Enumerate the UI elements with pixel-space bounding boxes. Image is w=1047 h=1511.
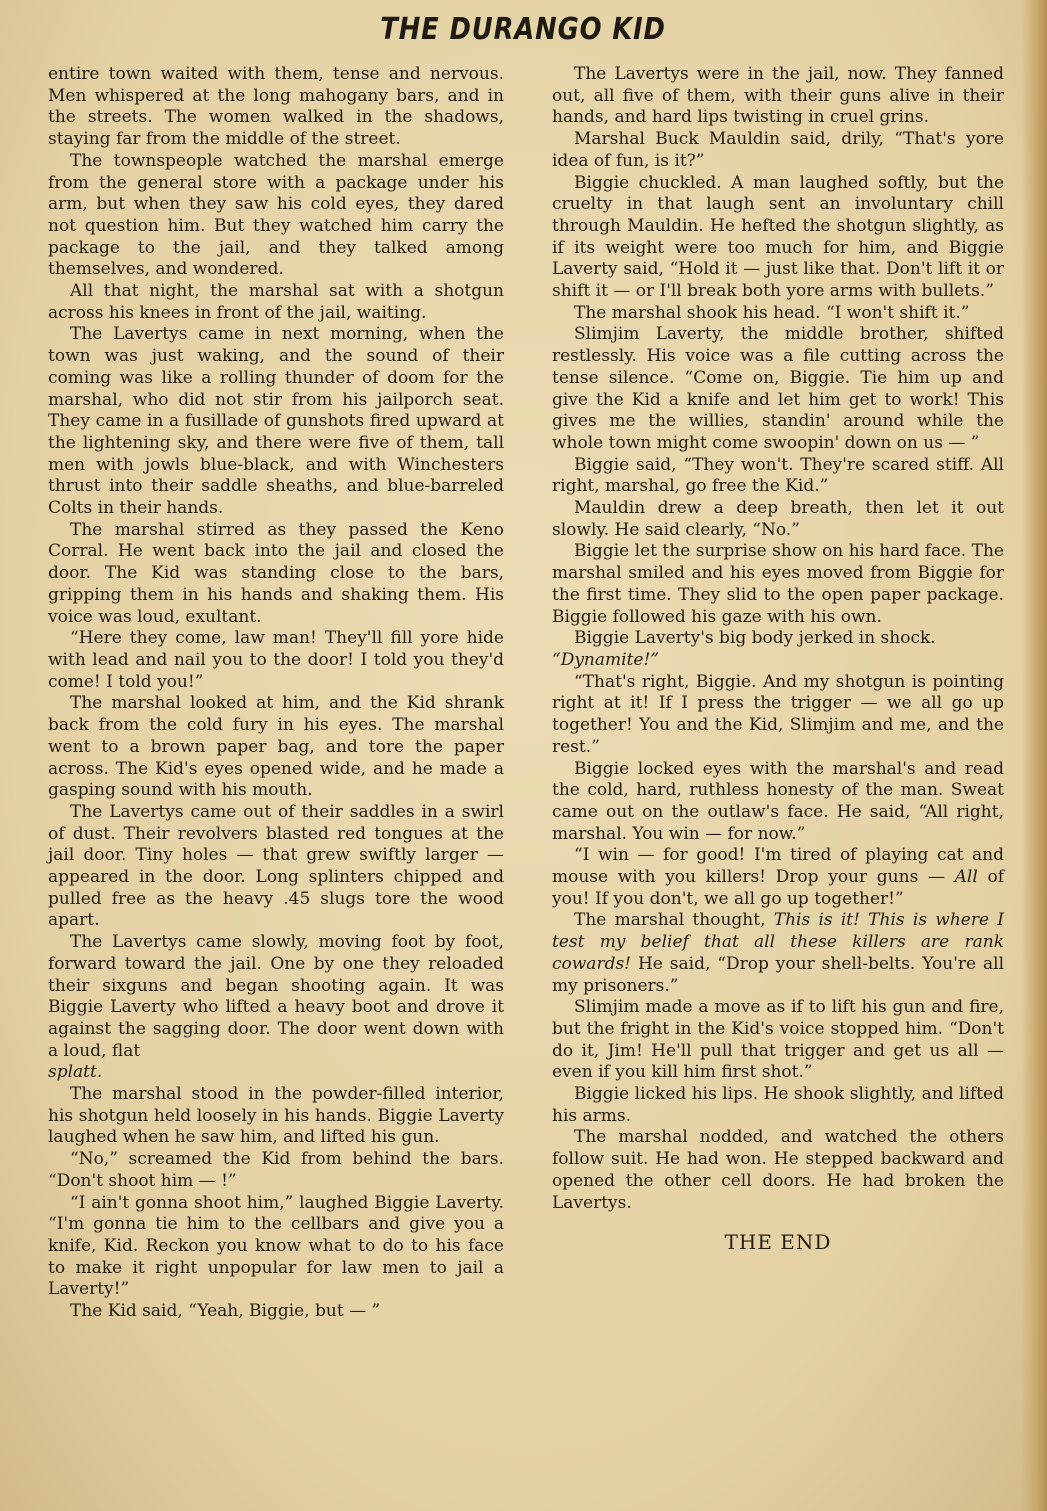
page-edge-shadow: [1021, 0, 1047, 1511]
paragraph: The marshal stood in the powder-filled interior, his shotgun held loosely in his hands. Biggie Laverty laughed when he saw him, and lifted his gun.: [48, 1084, 504, 1148]
the-end-label: THE END: [724, 1230, 832, 1255]
paragraph: Mauldin drew a deep breath, then let it out slowly. He said clearly, “No.”: [552, 498, 1004, 540]
paragraph: Slimjim made a move as if to lift his gun and fire, but the fright in the Kid's voice stopped him. “Don't do it, Jim! He'll pull that trigger and get us all — even if you kill him first shot.”: [552, 997, 1004, 1083]
page-title: THE DURANGO KID: [380, 12, 667, 47]
paragraph: entire town waited with them, tense and nervous. Men whispered at the long mahogany bars, and in the streets. The women walked in the shadows, staying far from the middle of the street.: [48, 64, 504, 150]
paragraph-text: He said, “Drop your shell-belts. You're all my prisoners.”: [552, 953, 1004, 996]
paragraph-text: of you! If you don't, we all go up together!”: [552, 867, 1004, 909]
paragraph: Biggie chuckled. A man laughed softly, but the cruelty in that laugh sent an involuntary chill through Mauldin. He hefted the shotgun slightly, as if its weight were too much for him, and Biggie Laverty said, “Hold it — just like that. Don't lift it or shift it — or I'll break both yore arms with bullets.”: [552, 172, 1004, 302]
paragraph: “I ain't gonna shoot him,” laughed Biggie Laverty. “I'm gonna tie him to the cellbars and give you a knife, Kid. Reckon you know what to do to his face to make it right unpopular for law men to jail a Laverty!”: [48, 1192, 504, 1300]
paragraph: The Lavertys were in the jail, now. They fanned out, all five of them, with their guns alive in their hands, and hard lips twisting in cruel grins.: [552, 64, 1004, 128]
paragraph: Biggie let the surprise show on his hard face. The marshal smiled and his eyes moved from Biggie for the first time. They slid to the open paper package. Biggie followed his gaze with his own.: [552, 541, 1004, 627]
paragraph: “Here they come, law man! They'll fill yore hide with lead and nail you to the door! I told you they'd come! I told you!”: [48, 628, 504, 692]
paragraph: [48, 932, 504, 1084]
paragraph: The marshal looked at him, and the Kid shrank back from the cold fury in his eyes. The marshal went to a brown paper bag, and tore the paper across. The Kid's eyes opened wide, and he made a gasping sound with his mouth.: [48, 693, 504, 801]
paragraph: “No,” screamed the Kid from behind the bars. “Don't shoot him — !”: [48, 1149, 504, 1191]
paragraph: Biggie said, “They won't. They're scared stiff. All right, marshal, go free the Kid.”: [552, 454, 1004, 497]
page-header: [0, 12, 1047, 47]
paragraph: All that night, the marshal sat with a shotgun across his knees in front of the jail, waiting.: [48, 281, 504, 323]
paragraph: [552, 628, 1004, 671]
paragraph: The Lavertys came out of their saddles in a swirl of dust. Their revolvers blasted red tongues at the jail door. Tiny holes — that grew swiftly larger — appeared in the door. Long splinters chipped and pulled free as the heavy .45 slugs tore the wood apart.: [48, 801, 504, 931]
paragraph-text: Biggie Laverty's big body jerked in shock.: [574, 628, 936, 649]
paragraph: Biggie locked eyes with the marshal's and read the cold, hard, ruthless honesty of the man. Sweat came out on the outlaw's face. He said, “All right, marshal. You win — for now.”: [552, 758, 1004, 844]
paragraph-text: The marshal thought,: [574, 910, 766, 931]
paragraph: “That's right, Biggie. And my shotgun is pointing right at it! If I press the trigger — we all go up together! You and the Kid, Slimjim and me, and the rest.”: [552, 671, 1004, 757]
paragraph: The Lavertys came in next morning, when the town was just waking, and the sound of their coming was like a rolling thunder of doom for the marshal, who did not stir from his jailporch seat. They came in a fusillade of gunshots fired upward at the lightening sky, and there were five of them, tall men with jowls blue-black, and with Winchesters thrust into their saddle sheaths, and blue-barreled Colts in their hands.: [48, 324, 504, 519]
paragraph: [552, 910, 1004, 997]
paragraph: Biggie licked his lips. He shook slightly, and lifted his arms.: [552, 1084, 1004, 1126]
emphasis: All: [954, 867, 978, 888]
right-column: [552, 64, 1004, 1254]
paragraph: The townspeople watched the marshal emerge from the general store with a package under his arm, but when they saw his cold eyes, they dared not question him. But they watched him carry the package to the jail, and they talked among themselves, and wondered.: [48, 150, 504, 280]
paragraph: The marshal nodded, and watched the others follow suit. He had won. He stepped backward and opened the other cell doors. He had broken the Lavertys.: [552, 1127, 1004, 1213]
paragraph: Marshal Buck Mauldin said, drily, “That's yore idea of fun, is it?”: [552, 129, 1004, 171]
paragraph: The marshal shook his head. “I won't shift it.”: [574, 302, 970, 323]
paragraph: [552, 845, 1004, 910]
paragraph-text: “I win — for good! I'm tired of playing cat and mouse with you killers! Drop your guns —: [552, 845, 1004, 888]
dynamite-exclamation: “Dynamite!”: [552, 649, 659, 670]
paragraph: Slimjim Laverty, the middle brother, shifted restlessly. His voice was a file cutting across the tense silence. “Come on, Biggie. Tie him up and give the Kid a knife and let him get to work! This gives me the willies, standin' around while the whole town might come swoopin' down on us — ”: [552, 324, 1004, 453]
left-column: [48, 64, 504, 1323]
sound-effect: splatt.: [48, 1062, 103, 1083]
paragraph-text: The Lavertys came slowly, moving foot by foot, forward toward the jail. One by one they reloaded their sixguns and began shooting again. It was Biggie Laverty who lifted a heavy boot and drove it against the sagging door. The door went down with a loud, flat: [48, 932, 504, 1061]
marshal-thought: This is it! This is where I test my belief that all these killers are rank cowards!: [552, 910, 1004, 974]
paragraph: The marshal stirred as they passed the Keno Corral. He went back into the jail and closed the door. The Kid was standing close to the bars, gripping them in his hands and shaking them. His voice was loud, exultant.: [48, 519, 504, 627]
paragraph: The Kid said, “Yeah, Biggie, but — ”: [70, 1301, 381, 1322]
